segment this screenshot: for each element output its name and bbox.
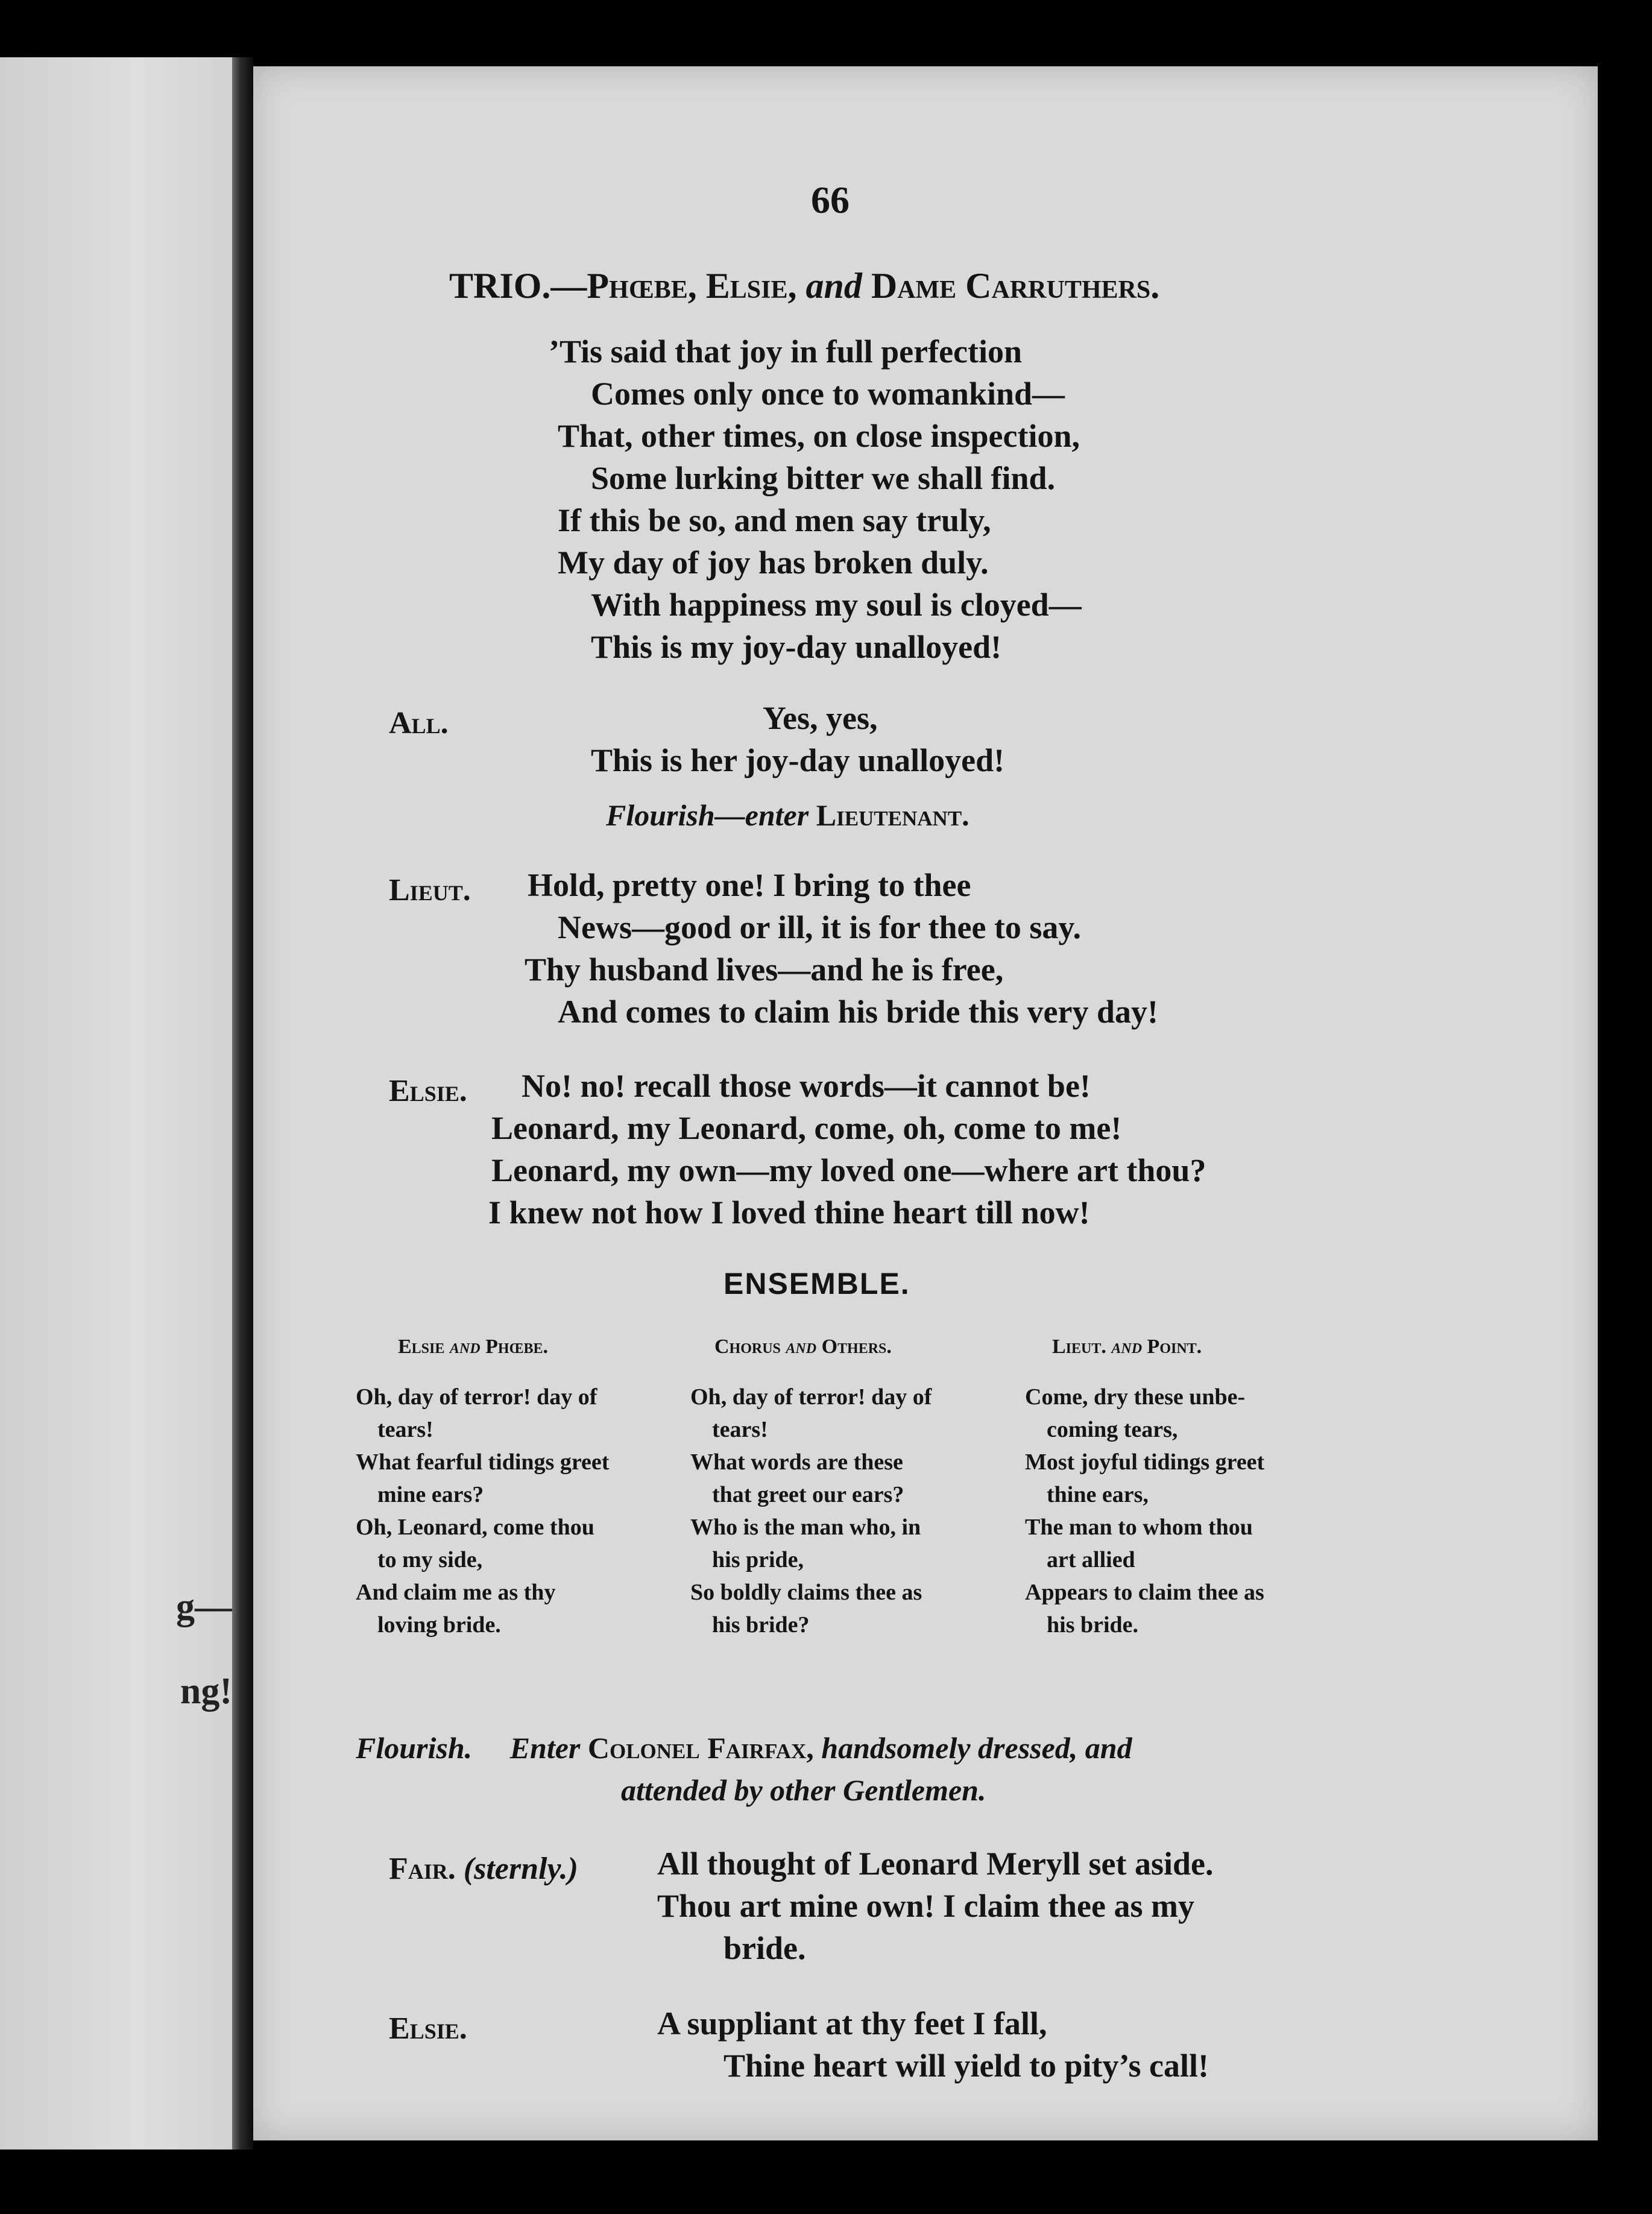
column-heading-and: and: [449, 1336, 481, 1358]
ensemble-line: mine ears?: [377, 1482, 484, 1507]
direction-name: Colonel Fairfax,: [587, 1731, 814, 1765]
column-heading-a: Lieut.: [1052, 1336, 1106, 1358]
column-heading-b: Others.: [821, 1336, 892, 1358]
direction-italic: Enter: [509, 1731, 581, 1765]
ensemble-line: to my side,: [377, 1547, 483, 1572]
left-page-fragment: ng!: [180, 1671, 232, 1712]
direction-italic: handsomely dressed, and: [821, 1731, 1132, 1765]
verse-line: Thine heart will yield to pity’s call!: [724, 2048, 1209, 2084]
verse-line: And comes to claim his bride this very day!: [558, 994, 1158, 1030]
speaker-lieut: Lieut.: [389, 873, 471, 907]
ensemble-line: So boldly claims thee as: [690, 1580, 922, 1605]
ensemble-line: Oh, Leonard, come thou: [356, 1515, 594, 1540]
verse-line: bride.: [724, 1930, 806, 1966]
ensemble-line: The man to whom thou: [1025, 1515, 1253, 1540]
column-heading-and: and: [786, 1336, 817, 1358]
ensemble-line: loving bride.: [377, 1612, 501, 1638]
stage-direction: [606, 798, 969, 833]
direction-italic: Flourish.: [356, 1731, 473, 1765]
verse-line: Hold, pretty one! I bring to thee: [528, 867, 971, 903]
ensemble-line: What words are these: [690, 1449, 903, 1475]
ensemble-line: Oh, day of terror! day of: [690, 1384, 932, 1410]
column-heading-b: Point.: [1147, 1336, 1202, 1358]
speaker-elsie: Elsie.: [389, 1074, 467, 1108]
verse-line: Yes, yes,: [763, 700, 878, 736]
column-heading-b: Phœbe.: [485, 1336, 549, 1358]
verse-line: If this be so, and men say truly,: [558, 502, 991, 538]
page-number: 66: [811, 178, 850, 221]
ensemble-column: [356, 1381, 657, 1641]
stage-direction-continued: attended by other Gentlemen.: [621, 1773, 986, 1807]
verse-line: Some lurking bitter we shall find.: [591, 460, 1056, 496]
trio-label: TRIO.—: [449, 266, 587, 306]
trio-and: and: [806, 266, 862, 306]
page-fold: [232, 57, 253, 2149]
trio-names: Phœbe, Elsie,: [587, 266, 797, 306]
ensemble-line: And claim me as thy: [356, 1580, 556, 1605]
ensemble-column: [1025, 1381, 1326, 1641]
ensemble-column: [690, 1381, 992, 1641]
verse-line: Leonard, my Leonard, come, oh, come to me!: [491, 1110, 1122, 1146]
ensemble-line: that greet our ears?: [712, 1482, 904, 1507]
ensemble-line: coming tears,: [1047, 1417, 1178, 1442]
ensemble-line: tears!: [712, 1417, 768, 1442]
ensemble-line: Oh, day of terror! day of: [356, 1384, 597, 1410]
column-heading-and: and: [1111, 1336, 1143, 1358]
verse-line: I knew not how I loved thine heart till now!: [488, 1194, 1090, 1231]
direction-italic: Flourish—enter: [606, 798, 809, 832]
verse-line: A suppliant at thy feet I fall,: [657, 2005, 1047, 2042]
ensemble-line: his bride.: [1047, 1612, 1139, 1638]
trio-heading: [449, 265, 1159, 307]
speaker-all: All.: [389, 706, 449, 740]
left-page-fragment: g—: [176, 1586, 232, 1627]
ensemble-line: Appears to claim thee as: [1025, 1580, 1264, 1605]
verse-line: With happiness my soul is cloyed—: [591, 587, 1082, 623]
book-page: [253, 66, 1598, 2140]
ensemble-line: What fearful tidings greet: [356, 1449, 610, 1475]
verse-line: Leonard, my own—my loved one—where art thou?: [491, 1152, 1206, 1188]
ensemble-line: Come, dry these unbe-: [1025, 1384, 1246, 1410]
ensemble-line: art allied: [1047, 1547, 1135, 1572]
ensemble-line: Most joyful tidings greet: [1025, 1449, 1265, 1475]
stage-direction: [356, 1730, 1132, 1765]
trio-dame: Dame Carruthers.: [871, 266, 1160, 306]
verse-line: That, other times, on close inspection,: [558, 418, 1080, 454]
speaker-aside: (sternly.): [463, 1852, 578, 1886]
ensemble-heading: ENSEMBLE.: [724, 1267, 910, 1301]
ensemble-line: tears!: [377, 1417, 433, 1442]
verse-line: ’Tis said that joy in full perfection: [549, 333, 1023, 370]
column-heading-a: Elsie: [398, 1336, 445, 1358]
verse-line: This is my joy-day unalloyed!: [591, 629, 1002, 665]
speaker-name: Fair.: [389, 1852, 456, 1886]
verse-line: This is her joy-day unalloyed!: [591, 742, 1005, 778]
left-page-edge: [0, 57, 232, 2149]
verse-line: All thought of Leonard Meryll set aside.: [657, 1846, 1214, 1882]
speaker-elsie: Elsie.: [389, 2011, 467, 2046]
direction-name: Lieutenant.: [816, 798, 969, 832]
column-heading: [1052, 1336, 1202, 1358]
verse-line: News—good or ill, it is for thee to say.: [558, 909, 1081, 945]
verse-line: Thou art mine own! I claim thee as my: [657, 1888, 1194, 1924]
ensemble-line: thine ears,: [1047, 1482, 1149, 1507]
verse-line: No! no! recall those words—it cannot be!: [522, 1068, 1091, 1104]
ensemble-line: Who is the man who, in: [690, 1515, 921, 1540]
verse-line: Thy husband lives—and he is free,: [525, 951, 1004, 988]
column-heading: [714, 1336, 892, 1358]
verse-line: My day of joy has broken duly.: [558, 544, 989, 581]
verse-line: Comes only once to womankind—: [591, 376, 1065, 412]
column-heading-a: Chorus: [714, 1336, 781, 1358]
ensemble-line: his pride,: [712, 1547, 804, 1572]
ensemble-line: his bride?: [712, 1612, 810, 1638]
column-heading: [398, 1336, 548, 1358]
speaker-fair: [389, 1851, 578, 1887]
